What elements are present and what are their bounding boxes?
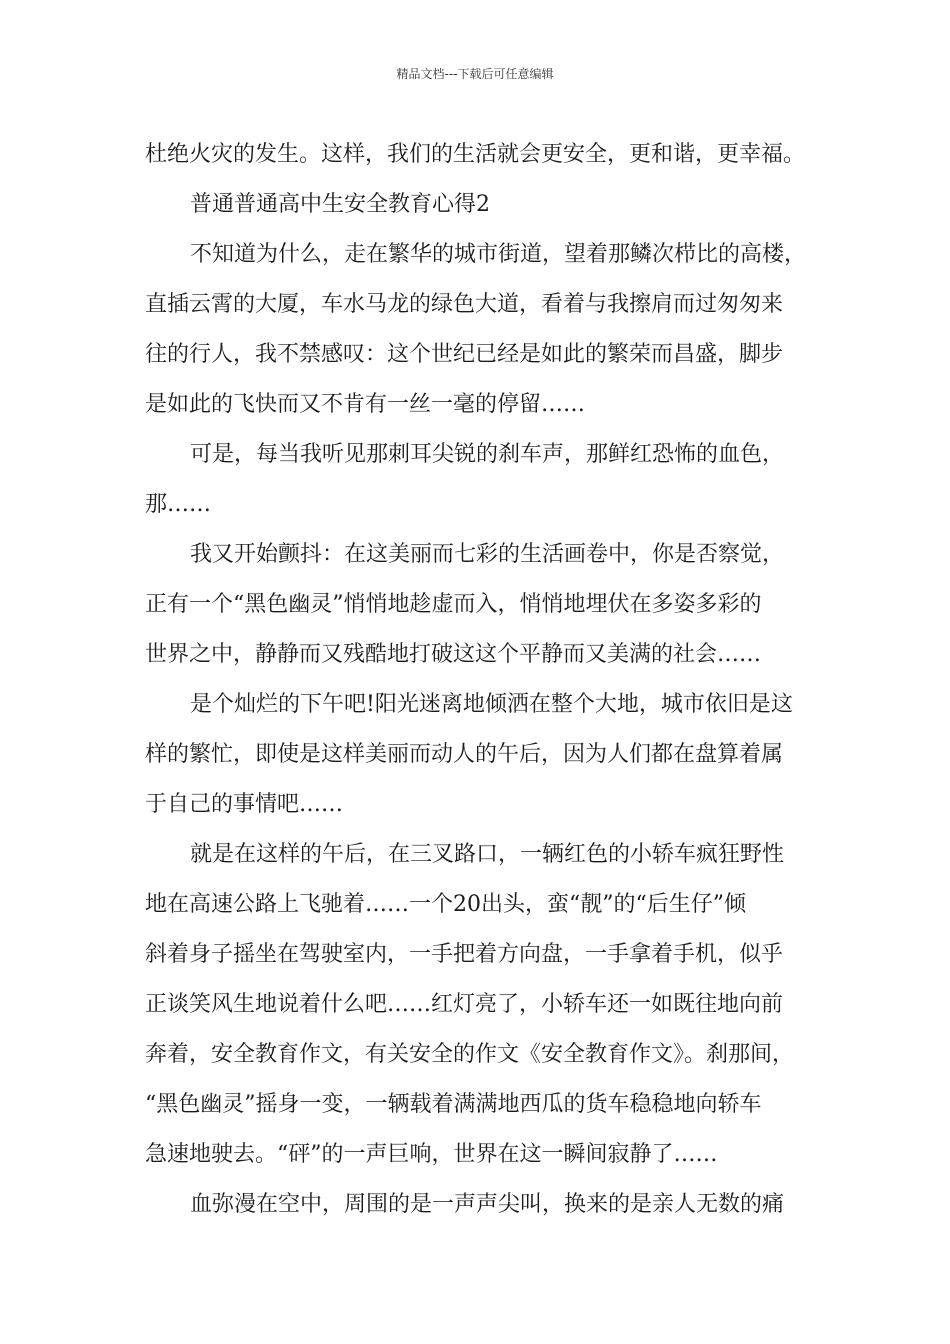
text-line: 我又开始颤抖：在这美丽而七彩的生活画卷中，你是否察觉， [190,542,785,567]
text-line: 直插云霄的大厦，车水马龙的绿色大道，看着与我擦肩而过匆匆来 [145,292,784,317]
text-line: 正谈笑风生地说着什么吧……红灯亮了，小轿车还一如既往地向前 [145,992,784,1017]
text-line: 往的行人，我不禁感叹：这个世纪已经是如此的繁荣而昌盛，脚步 [145,342,784,367]
text-line: 急速地驶去。“砰”的一声巨响，世界在这一瞬间寂静了…… [145,1142,718,1167]
text-line: 斜着身子摇坐在驾驶室内，一手把着方向盘，一手拿着手机，似乎 [145,942,784,967]
text-line: “黑色幽灵”摇身一变，一辆载着满满地西瓜的货车稳稳地向轿车 [145,1092,762,1117]
text-line: 正有一个“黑色幽灵”悄悄地趁虚而入，悄悄地埋伏在多姿多彩的 [145,592,762,617]
text-line: 杜绝火灾的发生。这样，我们的生活就会更安全，更和谐，更幸福。 [145,142,806,167]
text-line: 是个灿烂的下午吧!阳光迷离地倾洒在整个大地，城市依旧是这 [190,692,793,717]
text-line: 样的繁忙，即使是这样美丽而动人的午后，因为人们都在盘算着属 [145,742,784,767]
text-line: 可是，每当我听见那刺耳尖锐的刹车声，那鲜红恐怖的血色， [190,442,785,467]
section-title: 普通普通高中生安全教育心得2 [190,192,490,217]
text-line: 于自己的事情吧…… [145,792,344,817]
text-line: 那…… [145,492,212,517]
page-header: 精品文档---下载后可任意编辑 [396,67,554,81]
text-line: 世界之中，静静而又残酷地打破这这个平静而又美满的社会…… [145,642,762,667]
document-body [145,130,825,1230]
text-line: 不知道为什么，走在繁华的城市街道，望着那鳞次栉比的高楼， [190,242,807,267]
text-line: 是如此的飞快而又不肯有一丝一毫的停留…… [145,392,586,417]
text-line: 奔着，安全教育作文，有关安全的作文《安全教育作文》。刹那间， [145,1042,795,1067]
text-line: 地在高速公路上飞驰着……一个20出头，蛮“靓”的“后生仔”倾 [145,892,746,917]
text-line: 血弥漫在空中，周围的是一声声尖叫，换来的是亲人无数的痛 [190,1192,785,1217]
text-line: 就是在这样的午后，在三叉路口，一辆红色的小轿车疯狂野性 [190,842,785,867]
